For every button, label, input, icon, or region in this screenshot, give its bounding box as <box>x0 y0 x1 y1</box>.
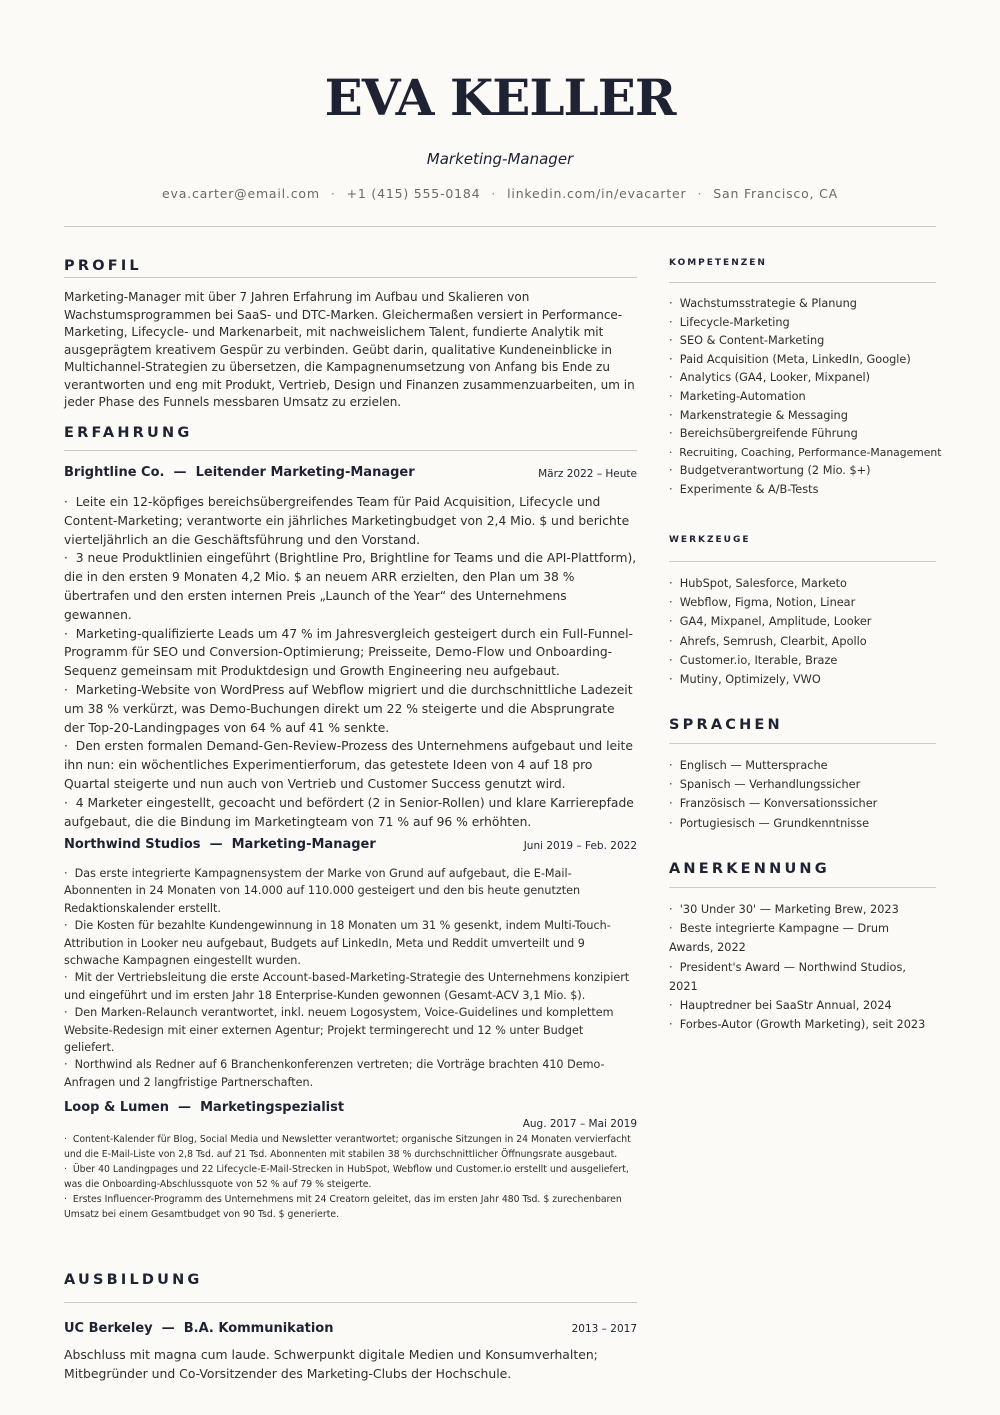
school: UC Berkeley <box>64 1321 153 1336</box>
skill-item: · Lifecycle-Marketing <box>669 315 790 329</box>
job-dates: Aug. 2017 – Mai 2019 <box>522 1118 637 1130</box>
skill-item: · Wachstumsstrategie & Planung <box>669 297 857 310</box>
job-title: Marketing-Manager <box>426 150 574 168</box>
bullet-item: · Mit der Vertriebsleitung die erste Account-based-Marketing-Strategie des Unternehmens konzipiert und eingeführt und im ersten Jahr 18 Enterprise-Kunden gewonnen (Gesamt-ACV 3,1 Mio. $). <box>64 971 630 1002</box>
skill-item: · SEO & Content-Marketing <box>669 334 825 348</box>
language-item: · Französisch — Konversationssicher <box>669 797 878 811</box>
phone: +1 (415) 555-0184 <box>346 186 481 201</box>
skills-heading: KOMPETENZEN <box>669 258 767 268</box>
job-dates: März 2022 – Heute <box>538 468 637 480</box>
skill-item: · Bereichsübergreifende Führung <box>669 427 858 441</box>
separator: · <box>491 186 497 201</box>
languages-list <box>669 756 936 833</box>
skill-item: · Budgetverantwortung (2 Mio. $+) <box>669 464 871 478</box>
tool-item: · Customer.io, Iterable, Braze <box>669 653 838 667</box>
email: eva.carter@email.com <box>162 186 320 201</box>
bullet-item: · Das erste integrierte Kampagnensystem der Marke von Grund auf aufgebaut, die E-Mail-Abonnenten in 24 Monaten von 14.000 auf 110.000 gesteigert und den bis heute genutzten Redaktionskalender erstellt. <box>64 867 581 915</box>
job-role: Marketing-Manager <box>231 837 376 852</box>
profile-summary: Marketing-Manager mit über 7 Jahren Erfahrung im Aufbau und Skalieren von Wachstumsprogrammen bei SaaS- und DTC-Marken. Gleichermaßen versiert in Performance-Marketing, Lifecycle- und Markenarbeit, mit nachweislichem Talent, fundierte Analytik mit ausgeprägtem kreativem Gespür zu verbinden. Geübt darin, qualitative Kundeneinblicke in Multichannel-Strategien zu übersetzen, die Kampagnenumsetzung von Anfang bis Ende zu verantworten und eng mit Produkt, Vertrieb, Design und Finanzen zusammenzuarbeiten, um in jeder Phase des Funnels messbaren Umsatz zu erzielen. <box>64 290 635 409</box>
language-item: · Portugiesisch — Grundkenntnisse <box>669 816 870 830</box>
job-role: Leitender Marketing-Manager <box>195 465 415 480</box>
company: Loop & Lumen <box>64 1100 169 1115</box>
skill-item: · Analytics (GA4, Looker, Mixpanel) <box>669 371 871 385</box>
skill-item: · Recruiting, Coaching, Performance-Management <box>669 445 942 459</box>
award-item: · Hauptredner bei SaaStr Annual, 2024 <box>669 999 892 1013</box>
bullet-item: · Marketing-Website von WordPress auf Webflow migriert und die durchschnittliche Ladezeit um 38 % verkürzt, was Demo-Buchungen direkt um 22 % steigerte und die Absprungrate der Top-20-Landingpages von 64 % auf 41 % senkte. <box>64 682 633 735</box>
job-heading: Brightline Co. — Leitender Marketing-Manager <box>64 465 415 480</box>
job-bullets <box>64 493 637 831</box>
degree: B.A. Kommunikation <box>183 1321 334 1336</box>
awards-list <box>669 900 936 1034</box>
skill-item: · Experimente & A/B-Tests <box>669 482 819 496</box>
job-heading: Northwind Studios — Marketing-Manager <box>64 837 376 852</box>
award-item: · Forbes-Autor (Growth Marketing), seit 2023 <box>669 1018 926 1032</box>
award-item: · President's Award — Northwind Studios, 2021 <box>669 960 906 993</box>
bullet-item: · Northwind als Redner auf 6 Branchenkonferenzen vertreten; die Vorträge brachten 410 Demo-Anfragen und 2 langfristige Partnerschaften. <box>64 1058 605 1089</box>
bullet-item: · Über 40 Landingpages und 22 Lifecycle-E-Mail-Strecken in HubSpot, Webflow und Customer.io erstellt und ausgeliefert, was die Onboarding-Abschlussquote von 52 % auf 79 % steigerte. <box>64 1164 629 1190</box>
linkedin: linkedin.com/in/evacarter <box>507 186 687 201</box>
job-role: Marketingspezialist <box>200 1100 345 1115</box>
language-item: · Spanisch — Verhandlungssicher <box>669 778 861 792</box>
education-dates: 2013 – 2017 <box>571 1323 637 1335</box>
education-heading: AUSBILDUNG <box>64 1272 203 1288</box>
company: Northwind Studios <box>64 837 201 852</box>
tool-item: · Webflow, Figma, Notion, Linear <box>669 596 856 610</box>
skills-list <box>669 295 942 500</box>
section-divider <box>669 282 936 283</box>
location: San Francisco, CA <box>713 186 838 201</box>
bullet-item: · Den ersten formalen Demand-Gen-Review-Prozess des Unternehmens aufgebaut und leite ihn nun: ein wöchentliches Experimentierforum, das getestete Ideen von 4 auf 18 pro Quartal steigerte und nun auch von Vertrieb und Customer Success genutzt wird. <box>64 739 633 791</box>
tool-item: · HubSpot, Salesforce, Marketo <box>669 577 847 590</box>
job-bullets <box>64 865 637 1091</box>
separator: · <box>697 186 703 201</box>
award-item: · Beste integrierte Kampagne — Drum Awards, 2022 <box>669 922 890 955</box>
award-item: · '30 Under 30' — Marketing Brew, 2023 <box>669 903 899 916</box>
bullet-item: · Die Kosten für bezahlte Kundengewinnung in 18 Monaten um 31 % gesenkt, indem Multi-Touch-Attribution in Looker neu aufgebaut, Budgets auf LinkedIn, Meta und Reddit umverteilt und 9 schwache Kampagnen eingestellt wurden. <box>64 919 611 968</box>
language-item: · Englisch — Muttersprache <box>669 759 828 772</box>
awards-heading: ANERKENNUNG <box>669 861 830 877</box>
tools-heading: WERKZEUGE <box>669 535 751 545</box>
company: Brightline Co. <box>64 465 165 480</box>
bullet-item: · Leite ein 12-köpfiges bereichsübergreifendes Team für Paid Acquisition, Lifecycle und Content-Marketing; verantworte ein jährliches Marketingbudget von 2,4 Mio. $ und berichte vierteljährlich an die Geschäftsführung und den Vorstand. <box>64 495 630 547</box>
section-divider <box>669 561 936 562</box>
tools-list <box>669 574 936 689</box>
skill-item: · Marketing-Automation <box>669 389 806 403</box>
section-divider <box>64 277 637 278</box>
contact-line <box>0 186 1000 201</box>
header-divider <box>64 226 936 227</box>
job-bullets <box>64 1132 637 1222</box>
section-divider <box>64 450 637 451</box>
bullet-item: · Content-Kalender für Blog, Social Media und Newsletter verantwortet; organische Sitzungen in 24 Monaten vervierfacht und die E-Mail-Liste von 2,8 Tsd. auf 21 Tsd. Abonnenten mit stabilen 38 % durchschnittlicher Öffnungsrate ausgebaut. <box>64 1134 631 1160</box>
bullet-item: · 3 neue Produktlinien eingeführt (Brightline Pro, Brightline for Teams und die API-Plattform), die in den ersten 9 Monaten 4,2 Mio. $ an neuem ARR erzielten, den Plan um 38 % übertrafen und den ersten internen Preis „Launch of the Year“ des Unternehmens gewannen. <box>64 551 637 622</box>
bullet-item: · Marketing-qualifizierte Leads um 47 % im Jahresvergleich gesteigert durch ein Full-Funnel-Programm für SEO und Conversion-Optimierung; Preisseite, Demo-Flow und Onboarding-Sequenz gemeinsam mit Produktdesign und Growth Engineering neu aufgebaut. <box>64 626 633 679</box>
candidate-name: EVA KELLER <box>324 68 676 127</box>
experience-heading: ERFAHRUNG <box>64 425 193 441</box>
section-divider <box>669 743 936 744</box>
job-heading: Loop & Lumen — Marketingspezialist <box>64 1100 345 1115</box>
bullet-item: · Den Marken-Relaunch verantwortet, inkl. neuem Logosystem, Voice-Guidelines und komplettem Website-Redesign mit einer externen Agentur; Projekt termingerecht und 12 % unter Budget geliefert. <box>64 1006 614 1055</box>
job-dates: Juni 2019 – Feb. 2022 <box>523 840 637 852</box>
tool-item: · Ahrefs, Semrush, Clearbit, Apollo <box>669 634 867 648</box>
profile-heading: PROFIL <box>64 258 142 274</box>
languages-heading: SPRACHEN <box>669 717 783 733</box>
bullet-item: · Erstes Influencer-Programm des Unternehmens mit 24 Creatorn geleitet, das im ersten Jahr 480 Tsd. $ zurechenbaren Umsatz bei einem Gesamtbudget von 90 Tsd. $ generierte. <box>64 1194 622 1220</box>
tool-item: · GA4, Mixpanel, Amplitude, Looker <box>669 615 872 629</box>
section-divider <box>64 1302 637 1303</box>
section-divider <box>669 887 936 888</box>
education-details: Abschluss mit magna cum laude. Schwerpunkt digitale Medien und Konsumverhalten; Mitbegründer und Co-Vorsitzender des Marketing-Clubs der Hochschule. <box>64 1347 598 1381</box>
education-heading-line: UC Berkeley — B.A. Kommunikation <box>64 1321 334 1336</box>
separator: · <box>330 186 336 201</box>
skill-item: · Markenstrategie & Messaging <box>669 408 848 422</box>
bullet-item: · 4 Marketer eingestellt, gecoacht und befördert (2 in Senior-Rollen) und klare Karrierepfade aufgebaut, die die Bindung im Marketingteam von 71 % auf 96 % erhöhten. <box>64 795 634 829</box>
skill-item: · Paid Acquisition (Meta, LinkedIn, Google) <box>669 352 911 366</box>
tool-item: · Mutiny, Optimizely, VWO <box>669 673 821 687</box>
